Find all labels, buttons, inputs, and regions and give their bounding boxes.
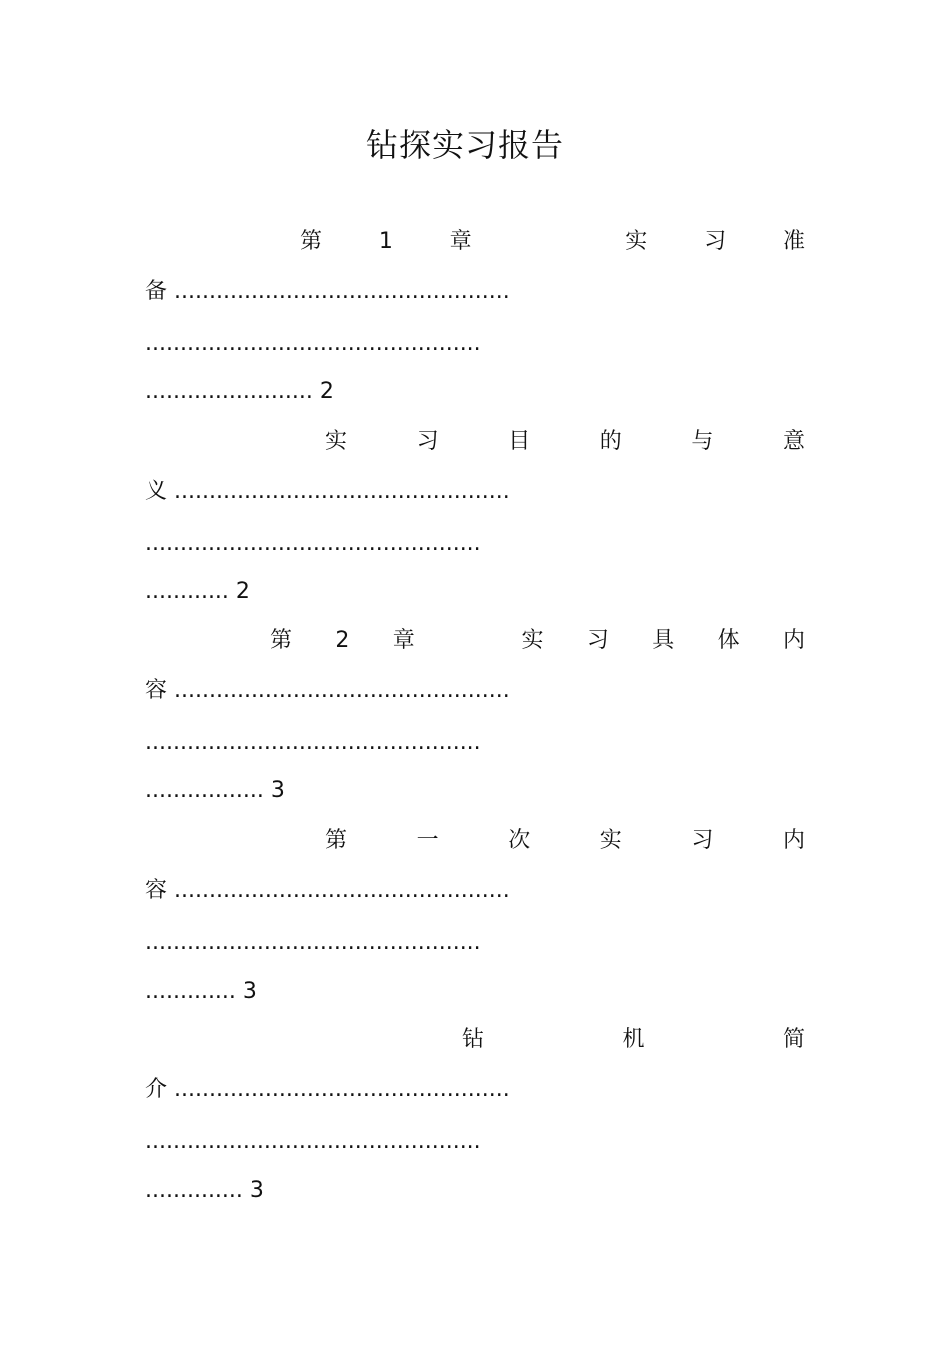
- heading-char: 第: [325, 828, 348, 853]
- heading-char: 具: [652, 628, 675, 653]
- leader-dots: .................: [145, 778, 264, 803]
- toc-line: [145, 1177, 264, 1205]
- page-number: 3: [249, 1178, 264, 1203]
- toc-line: [145, 777, 285, 805]
- page-number: 3: [242, 979, 257, 1004]
- leader-dots: ................................................: [174, 1077, 510, 1102]
- toc-line: [145, 330, 481, 358]
- toc-heading: [325, 428, 805, 456]
- heading-tail-char: 备: [145, 279, 168, 304]
- heading-char: 实: [625, 229, 648, 254]
- page-number: 2: [235, 579, 250, 604]
- heading-tail-char: 介: [145, 1077, 168, 1102]
- heading-char: 目: [508, 429, 531, 454]
- toc-line: [145, 1128, 481, 1156]
- leader-dots: ................................................: [145, 930, 481, 955]
- page-number: 3: [270, 778, 285, 803]
- toc-line: [145, 877, 510, 905]
- heading-char: 实: [325, 429, 348, 454]
- leader-dots: ........................: [145, 379, 313, 404]
- heading-tail-char: 容: [145, 678, 168, 703]
- toc-line: [145, 478, 510, 506]
- heading-char: 次: [508, 828, 531, 853]
- toc-line: [145, 729, 481, 757]
- toc-line: [145, 278, 510, 306]
- leader-dots: .............: [145, 979, 236, 1004]
- heading-char: 简: [782, 1027, 805, 1052]
- toc-line: [145, 578, 250, 606]
- toc-line: [145, 929, 481, 957]
- toc-line: [145, 378, 334, 406]
- heading-char: 钻: [462, 1027, 485, 1052]
- page-number: 2: [319, 379, 334, 404]
- heading-char: 机: [622, 1027, 645, 1052]
- heading-char: 内: [782, 628, 805, 653]
- heading-char: 章: [449, 229, 472, 254]
- heading-char: 实: [521, 628, 544, 653]
- heading-char: 内: [782, 828, 805, 853]
- toc-line: [145, 677, 510, 705]
- leader-dots: ................................................: [145, 1129, 481, 1154]
- leader-dots: ................................................: [174, 878, 510, 903]
- leader-dots: ............: [145, 579, 229, 604]
- heading-char: 1: [378, 229, 393, 254]
- heading-char: 第: [270, 628, 293, 653]
- toc-heading: [325, 827, 805, 855]
- heading-char: 习: [416, 429, 439, 454]
- heading-char: 实: [599, 828, 622, 853]
- leader-dots: ..............: [145, 1178, 243, 1203]
- toc-heading: [462, 1026, 805, 1054]
- leader-dots: ................................................: [174, 678, 510, 703]
- leader-dots: ................................................: [174, 279, 510, 304]
- heading-char: 章: [392, 628, 415, 653]
- toc-heading: [300, 228, 805, 256]
- toc-line: [145, 530, 481, 558]
- leader-dots: ................................................: [174, 479, 510, 504]
- leader-dots: ................................................: [145, 531, 481, 556]
- leader-dots: ................................................: [145, 331, 481, 356]
- heading-char: 的: [599, 429, 622, 454]
- heading-char: 2: [335, 628, 350, 653]
- heading-char: 习: [691, 828, 714, 853]
- toc-line: [145, 1076, 510, 1104]
- heading-char: 准: [782, 229, 805, 254]
- heading-tail-char: 义: [145, 479, 168, 504]
- toc-heading: [270, 627, 805, 655]
- document-title: 钻探实习报告: [365, 126, 564, 164]
- heading-char: 习: [586, 628, 609, 653]
- toc-line: [145, 978, 257, 1006]
- heading-char: 与: [691, 429, 714, 454]
- heading-tail-char: 容: [145, 878, 168, 903]
- heading-char: 习: [704, 229, 727, 254]
- heading-char: 第: [300, 229, 323, 254]
- heading-char: 一: [416, 828, 439, 853]
- leader-dots: ................................................: [145, 730, 481, 755]
- heading-char: 意: [782, 429, 805, 454]
- heading-char: 体: [717, 628, 740, 653]
